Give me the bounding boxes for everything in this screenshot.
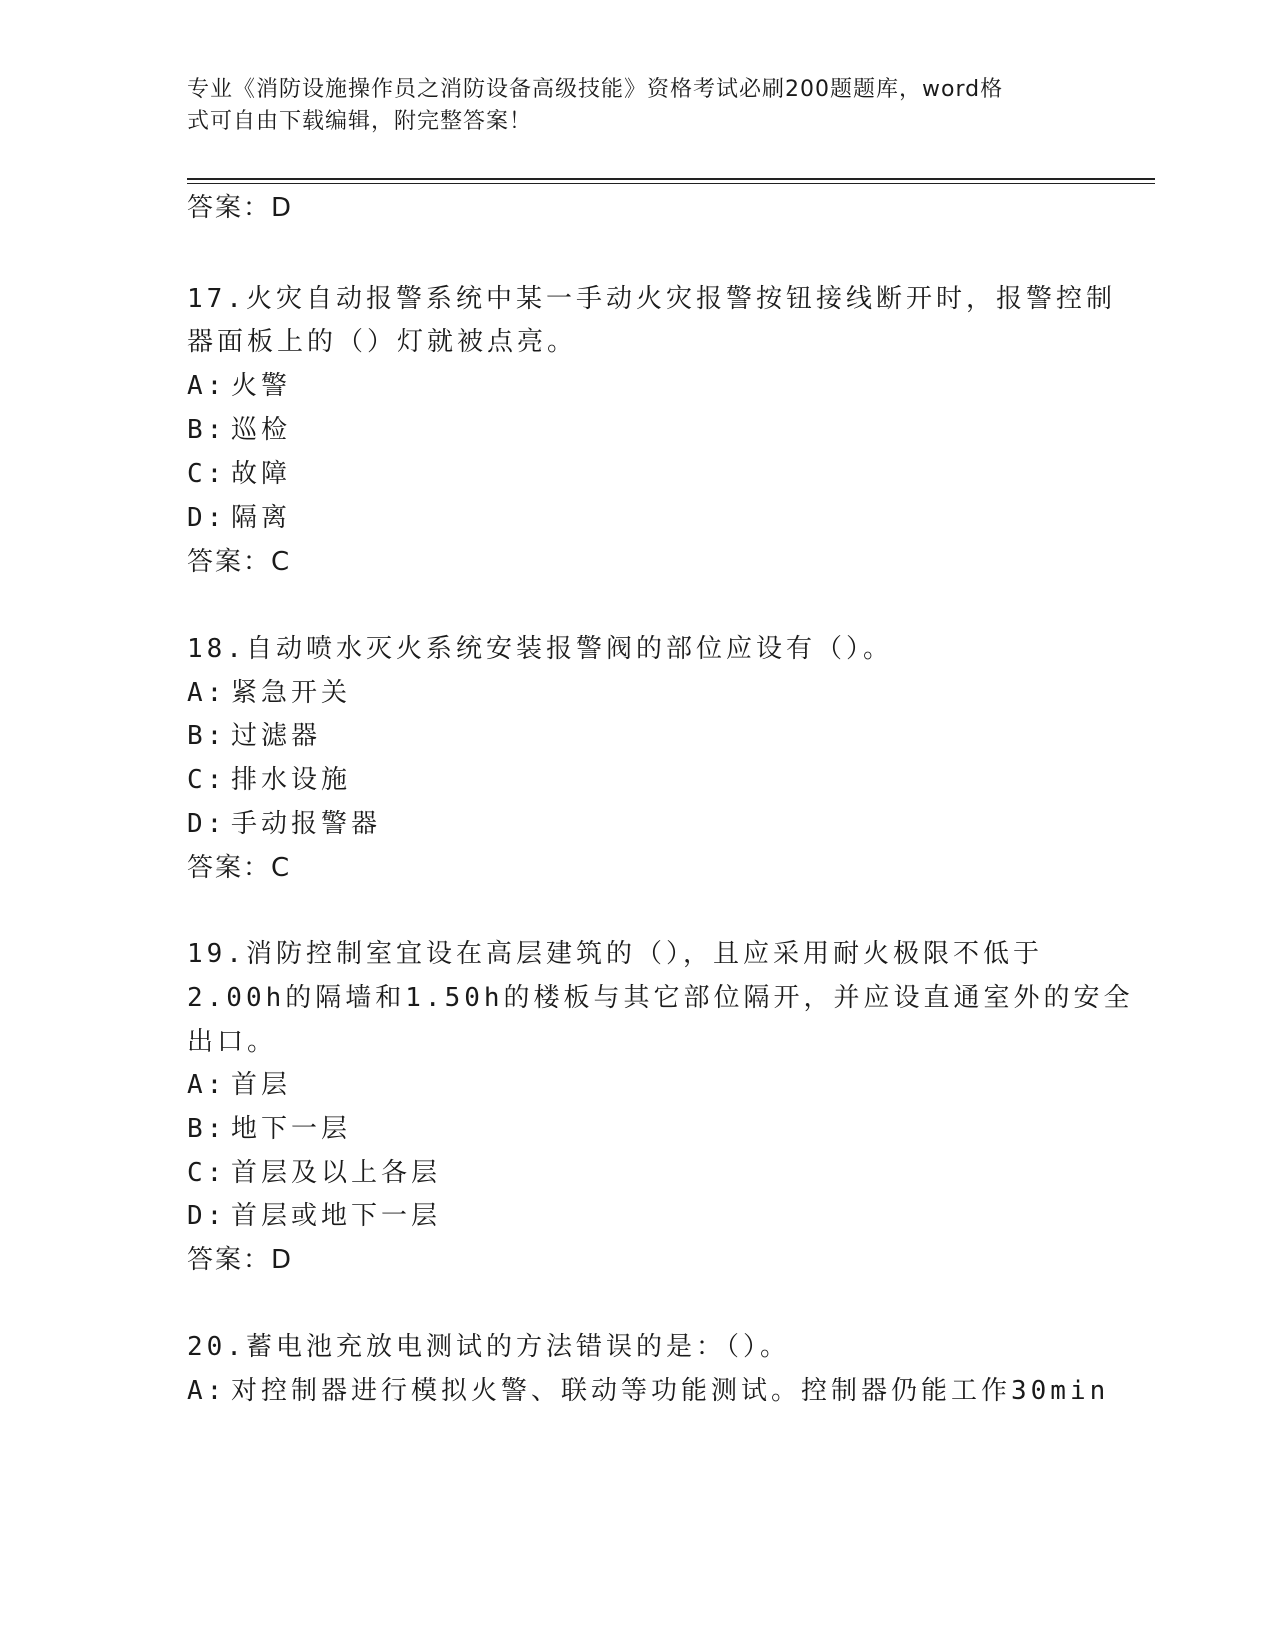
question-18-answer: 答案：C [187,853,292,883]
question-17-option-d [187,502,291,534]
option-letter: D: [187,503,227,533]
option-letter: A: [187,371,227,401]
option-letter: A: [187,1070,227,1100]
question-19-option-a [187,1069,291,1101]
option-letter: A: [187,678,227,708]
option-letter: B: [187,721,227,751]
question-17-option-b [187,414,291,446]
option-text: 紧急开关 [231,678,352,708]
option-letter: D: [187,1201,227,1231]
question-17-option-c [187,458,291,490]
question-20-option-a [187,1375,1109,1407]
header-line-1: 专业《消防设施操作员之消防设备高级技能》资格考试必刷200题题库，word格 [187,77,1004,102]
option-text: 手动报警器 [231,809,382,839]
question-17-text-line-2: 器面板上的（）灯就被点亮。 [187,327,578,357]
question-19-answer: 答案：D [187,1245,294,1275]
header-line-2: 式可自由下载编辑，附完整答案！ [187,109,533,134]
question-19-text-line-3: 出口。 [187,1027,278,1057]
question-19-text-line-2: 2.00h的隔墙和1.50h的楼板与其它部位隔开，并应设直通室外的安全 [187,983,1134,1013]
option-letter: A: [187,1376,227,1406]
option-text: 隔离 [231,503,292,533]
option-letter: C: [187,765,227,795]
option-text: 地下一层 [231,1114,352,1144]
question-19-option-c [187,1157,441,1189]
question-20-text-line-1: 20.蓄电池充放电测试的方法错误的是：（）。 [187,1332,790,1362]
option-letter: D: [187,809,227,839]
question-19-option-b [187,1113,351,1145]
option-text: 首层 [231,1070,292,1100]
option-text: 排水设施 [231,765,352,795]
option-text: 首层及以上各层 [231,1158,442,1188]
question-17-option-a [187,370,291,402]
option-letter: B: [187,415,227,445]
header-rule-thick [187,178,1155,180]
question-18-option-c [187,764,351,796]
question-18-option-d [187,808,381,840]
option-text: 火警 [231,371,292,401]
document-header [187,74,1087,138]
question-18-option-a [187,677,351,709]
question-19-text-line-1: 19.消防控制室宜设在高层建筑的（），且应采用耐火极限不低于 [187,939,1043,969]
question-17-text-line-1: 17.火灾自动报警系统中某一手动火灾报警按钮接线断开时，报警控制 [187,284,1116,314]
question-17-answer: 答案：C [187,547,292,577]
option-text: 对控制器进行模拟火警、联动等功能测试。控制器仍能工作30min [231,1376,1110,1406]
question-18-text-line-1: 18.自动喷水灭火系统安装报警阀的部位应设有（）。 [187,634,893,664]
question-18-option-b [187,720,321,752]
option-text: 故障 [231,459,292,489]
option-letter: C: [187,459,227,489]
question-19-option-d [187,1200,441,1232]
option-text: 巡检 [231,415,292,445]
option-letter: B: [187,1114,227,1144]
option-text: 首层或地下一层 [231,1201,442,1231]
option-letter: C: [187,1158,227,1188]
previous-answer: 答案：D [187,193,294,223]
option-text: 过滤器 [231,721,322,751]
header-rule-thin [187,183,1155,184]
